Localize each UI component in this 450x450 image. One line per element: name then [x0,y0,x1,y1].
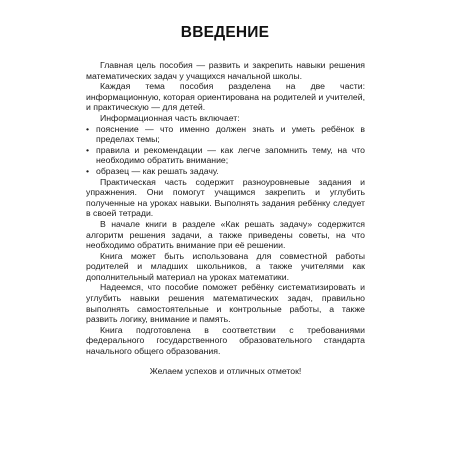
info-part-list [86,124,365,177]
list-item-text: правила и рекомендации — как легче запомнить тему, на что необходимо обратить внимание; [96,144,365,166]
paragraph-usage: Книга может быть использована для совместной работы родителей и младших школьников, а также учителями как дополнительный материал на уроках математики. [86,250,365,282]
list-item-text: пояснение — что именно должен знать и уметь ребёнок в пределах темы; [96,123,365,145]
list-item-text: образец — как решать задачу. [96,165,219,176]
paragraph-algorithm: В начале книги в разделе «Как решать задачу» содержится алгоритм решения задачи, а также приведены советы, на что необходимо обратить внимание при её решении. [86,218,365,251]
paragraph-structure: Каждая тема пособия разделена на две части: информационную, которая ориентирована на родителей и учителей, и практическую — для детей. [86,81,365,113]
paragraph-goal: Главная цель пособия — развить и закрепить навыки решения математических задач у учащихся начальной школы. [86,60,365,81]
page-body [86,60,365,376]
paragraph-standard: Книга подготовлена в соответствии с требованиями федерального государственного образовательного стандарта начального общего образования. [86,324,365,357]
list-item [86,166,365,177]
page-title: ВВЕДЕНИЕ [180,24,270,41]
paragraph-info-intro: Информационная часть включает: [100,112,240,123]
paragraph-hope: Надеемся, что пособие поможет ребёнку систематизировать и углубить навыки решения математических задач, правильно выполнять самостоятельные и контрольные работы, а также развить логику, внимание и память. [86,282,365,325]
closing-wish: Желаем успехов и отличных отметок! [149,365,302,376]
bullet-icon: • [86,144,90,155]
list-item [86,145,365,166]
paragraph-practical: Практическая часть содержит разноуровневые задания и упражнения. Они помогут учащимся закрепить и углубить полученные на уроках навыки. Выполнять задания ребёнку следует в своей тетради. [86,176,365,219]
list-item [86,124,365,145]
bullet-icon: • [86,123,90,134]
bullet-icon: • [86,165,90,176]
